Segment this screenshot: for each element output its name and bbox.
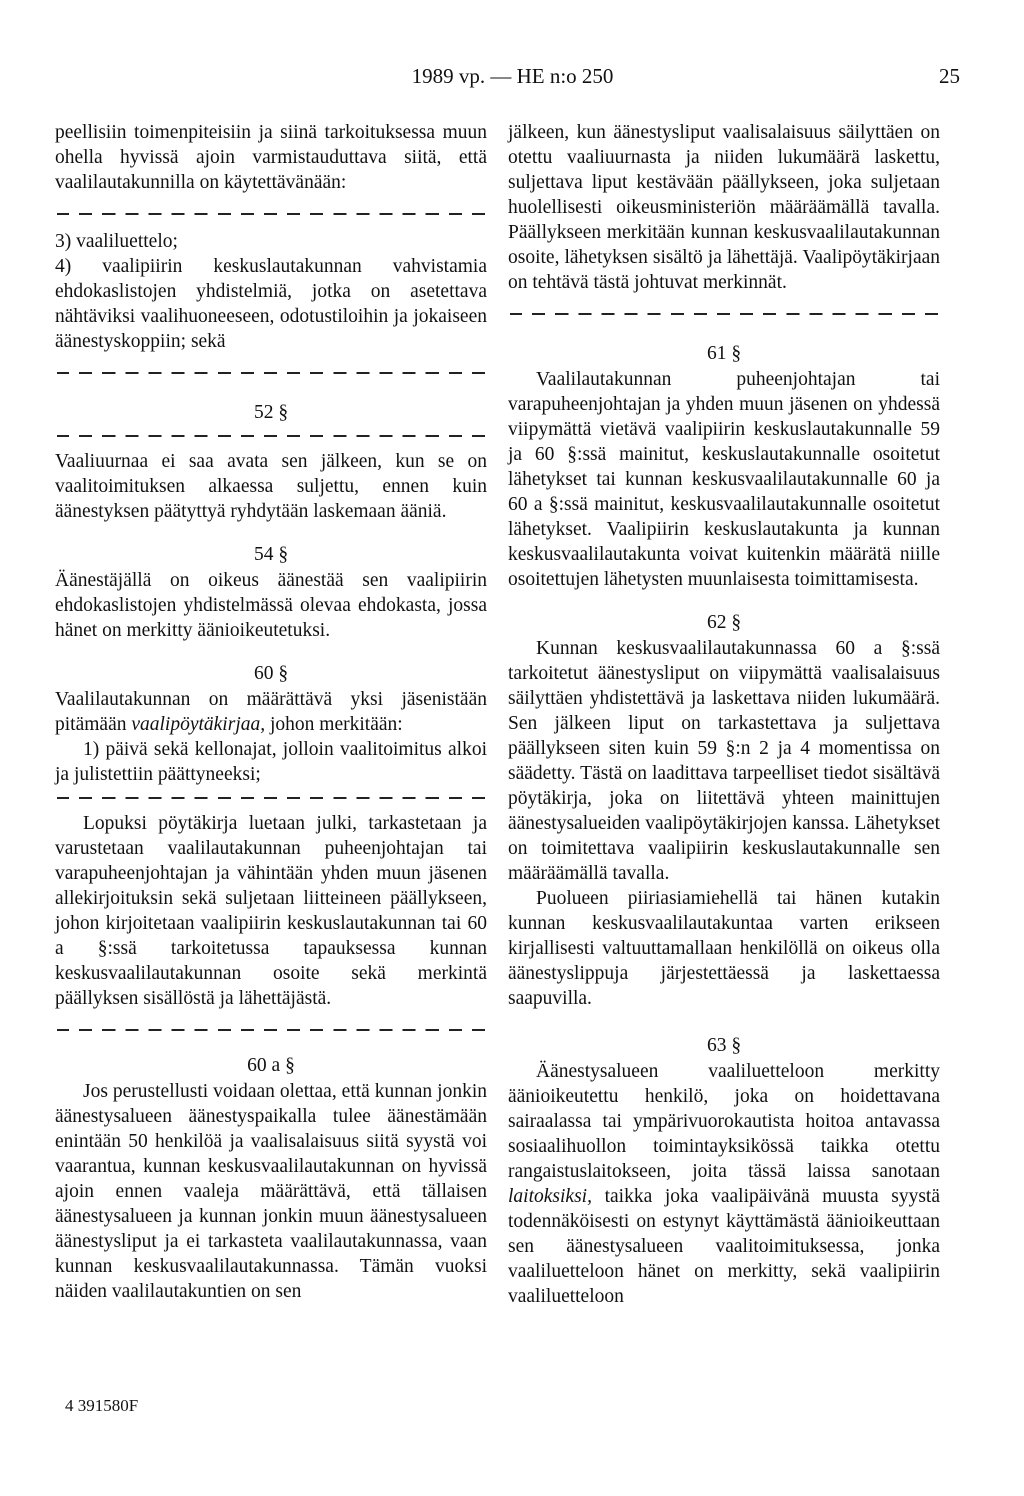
- section-heading-60: 60 §: [253, 663, 289, 684]
- omission-line: [510, 313, 938, 315]
- omission-line: [57, 1029, 485, 1031]
- section-heading-63: 63 §: [706, 1035, 742, 1056]
- section-60-emphasis: vaalipöytäkirjaa,: [131, 714, 266, 735]
- section-heading-54: 54 §: [253, 544, 289, 565]
- section-60-item-1: 1) päivä sekä kellonajat, jolloin vaalitoimitus alkoi ja julistettiin päättyneeksi;: [55, 739, 487, 785]
- intro-paragraph: peellisiin toimenpiteisiin ja siinä tarkoituksessa muun ohella hyvissä ajoin varmistauduttava siitä, että vaalilautakunnilla on käytettävänään:: [55, 122, 487, 193]
- section-63-text: [508, 1059, 940, 1309]
- omission-line: [57, 797, 485, 799]
- section-60-text: [55, 687, 487, 737]
- section-54-text: Äänestäjällä on oikeus äänestää sen vaalipiirin ehdokaslistojen yhdistelmässä olevaa ehdokasta, jossa hänet on merkitty äänioikeutetuksi.: [55, 570, 487, 641]
- section-60-final-paragraph: Lopuksi pöytäkirja luetaan julki, tarkastetaan ja varustetaan vaalilautakunnan puheenjohtajan tai varapuheenjohtajan ja vähintään yhden muun jäsenen allekirjoituksin sekä suljetaan liitteineen päällykseen, johon kirjoitetaan vaalipiirin keskuslautakunnan tai 60 a §:ssä tarkoitetussa tapauksessa kunnan keskusvaalilautakunnan osoite sekä merkintä päällyksen sisällöstä ja lähettäjästä.: [55, 813, 487, 1009]
- section-62-text-2: Puolueen piiriasiamiehellä tai hänen kutakin kunnan keskusvaalilautakuntaa varten erikseen kirjallisesti valtuuttamallaan henkilöllä on oikeus olla äänestyslippuja järjestettäessä ja laskettaessa saapuvilla.: [508, 888, 940, 1009]
- page-header-title: 1989 vp. — HE n:o 250: [411, 64, 614, 88]
- omission-line: [57, 372, 485, 374]
- page-number: 25: [939, 64, 960, 88]
- section-63-emphasis: laitoksiksi,: [508, 1186, 592, 1207]
- section-61-text: Vaalilautakunnan puheenjohtajan tai varapuheenjohtajan ja yhden muun jäsenen on yhdessä viipymättä vietävä vaalipiirin keskuslautakunnalle 59 ja 60 §:ssä mainitut, keskuslautakunnalle osoitetut lähetykset tai kunnan keskusvaalilautakunnalle 60 ja 60 a §:ssä mainitut, keskusvaalilautakunnalle osoitetut lähetykset. Vaalipiirin keskuslautakunta ja kunnan keskusvaalilautakunta voivat kuitenkin määrätä niille osoitettujen lähetysten muunlaisesta toimittamisesta.: [508, 369, 940, 590]
- right-column: [508, 120, 940, 1309]
- section-52-text: Vaaliuurnaa ei saa avata sen jälkeen, kun se on vaalitoimituksen alkaessa suljettu, ennen kuin äänestyksen päätyttyä ryhdytään laskemaan ääniä.: [55, 451, 487, 522]
- section-heading-60a: 60 a §: [247, 1055, 295, 1076]
- section-heading-52: 52 §: [253, 402, 289, 423]
- section-62-text-1: Kunnan keskusvaalilautakunnassa 60 a §:ssä tarkoitetut äänestysliput on viipymättä vaalisalaisuus säilyttäen yhdistettävä ja laskettava niiden lukumäärä. Sen jälkeen liput on tarkastettava ja suljettava päällykseen siten kuin 59 §:n 2 ja 4 momentissa on säädetty. Tästä on laadittava tarpeelliset tiedot sisältävä pöytäkirja, joka on liitettävä yhteen mainittujen äänestysalueiden vaalipöytäkirjojen kanssa. Lähetykset on toimitettava vaalipiirin keskuslautakunnalle sen määräämällä tavalla.: [508, 638, 940, 884]
- section-60-text-b: johon merkitään:: [265, 714, 403, 735]
- omission-line: [57, 213, 485, 215]
- section-63-text-b: taikka joka vaalipäivänä muusta syystä todennäköisesti on estynyt käyttämästä äänioikeuttaan sen äänestysalueen vaalitoimituksessa, jonka vaaliluetteloon hänet on merkitty, sekä vaalipiirin vaaliluetteloon: [508, 1186, 940, 1307]
- left-column: [55, 120, 487, 1304]
- section-60a-text: Jos perustellusti voidaan olettaa, että kunnan jonkin äänestysalueen äänestyspaikalla tulee äänestämään enintään 50 henkilöä ja vaalisalaisuus siitä syystä voi vaarantua, kunnan keskusvaalilautakunnan on hyvissä ajoin ennen vaaleja määrättävä, että tällaisen äänestysalueen ja kunnan jonkin muun äänestysalueen äänestysliput ja ei tarkasteta vaalilautakunnassa, vaan kunnan keskusvaalilautakunnassa. Tämän vuoksi näiden vaalilautakuntien on sen: [55, 1081, 487, 1302]
- list-item-3: 3) vaaliluettelo;: [55, 231, 178, 252]
- section-60-text-a: Vaalilautakunnan on määrättävä yksi jäsenistään pitämään: [55, 689, 487, 735]
- continued-paragraph: jälkeen, kun äänestysliput vaalisalaisuus säilyttäen on otettu vaaliuurnasta ja niiden lukumäärä laskettu, suljettava liput kestävään päällykseen, joka suljetaan huolellisesti oikeusministeriön määräämällä tavalla. Päällykseen merkitään kunnan keskusvaalilautakunnan osoite, lähetyksen sisältö ja lähettäjä. Vaalipöytäkirjaan on tehtävä tästä johtuvat merkinnät.: [508, 122, 940, 293]
- section-63-text-a: Äänestysalueen vaaliluetteloon merkitty äänioikeutettu henkilö, joka on hoidettavana sairaalassa tai ympärivuorokautista hoitoa antavassa sosiaalihuollon toimintayksikössä taikka otettu rangaistuslaitokseen, joita tässä laissa sanotaan: [508, 1061, 940, 1182]
- section-heading-62: 62 §: [706, 612, 742, 633]
- footer-code: 4 391580F: [65, 1396, 139, 1415]
- section-heading-61: 61 §: [706, 343, 742, 364]
- list-item-4: 4) vaalipiirin keskuslautakunnan vahvistamia ehdokaslistojen yhdistelmiä, jotka on asetettava nähtäviksi vaalihuoneeseen, odotustiloihin ja jokaiseen äänestyskoppiin; sekä: [55, 256, 487, 352]
- omission-line: [57, 435, 485, 437]
